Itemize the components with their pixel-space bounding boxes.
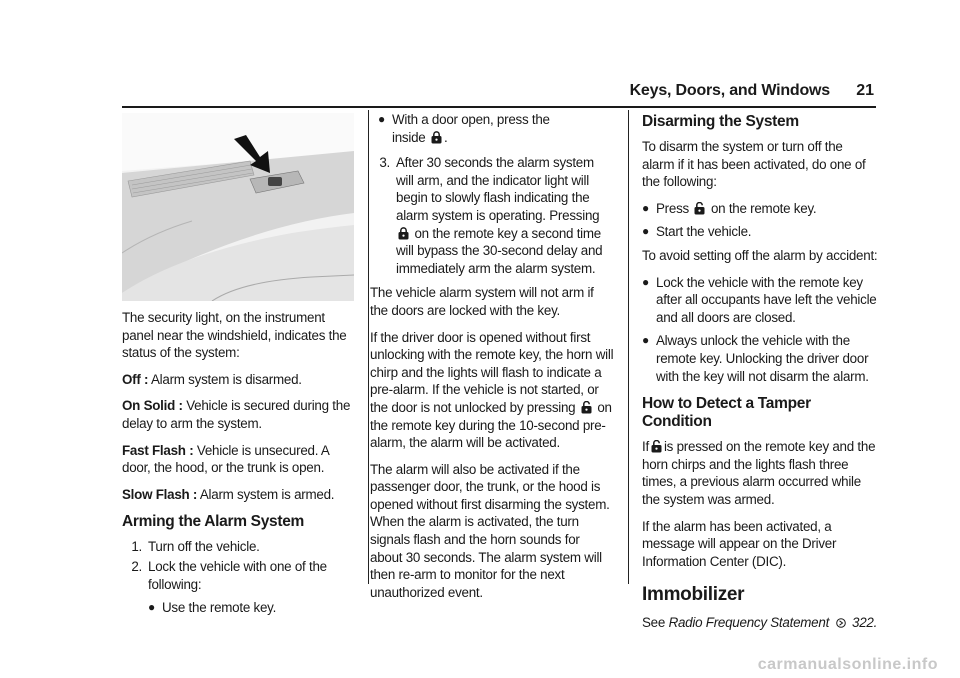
paragraph xyxy=(370,329,614,452)
state-term: Fast Flash : xyxy=(122,442,194,458)
bullet-punct: . xyxy=(443,129,448,145)
paragraph-text: If the driver door is opened without first unlocking with the remote key, the horn will chirp and the lights will flash to indicate a pre-alarm. If the vehicle is not started, or the door is not unlocked by pressing xyxy=(370,329,614,415)
disarm-bullet xyxy=(642,223,878,241)
security-light-illustration xyxy=(122,113,354,301)
paragraph: The alarm will also be activated if the passenger door, the trunk, or the hood is opened without first disarming the system. When the alarm is activated, the turn signals flash and the horn sounds for about 30 seconds. The alarm system will then re-arm to monitor for the next unauthorized event. xyxy=(370,461,610,600)
bullet-text: on the remote key. xyxy=(710,200,817,216)
bullet-text: Press xyxy=(656,200,689,216)
state-desc: Alarm system is armed. xyxy=(197,486,335,502)
column-2 xyxy=(370,111,614,610)
tamper-paragraph-2: If the alarm has been activated, a message will appear on the Driver Information Center (DIC). xyxy=(642,518,837,569)
unlock-icon xyxy=(694,202,705,215)
step-text: After 30 seconds the alarm system will arm, and the indicator light will begin to slowly flash indicating the alarm system is operating. Pressing xyxy=(396,155,600,223)
step-2 xyxy=(122,558,354,593)
column-divider xyxy=(368,110,369,584)
avoid-bullet xyxy=(642,274,878,327)
bullet-dot: ● xyxy=(642,333,649,348)
watermark: carmanualsonline.info xyxy=(757,656,938,673)
lock-icon xyxy=(431,131,442,144)
page-header xyxy=(122,80,876,108)
arming-heading: Arming the Alarm System xyxy=(122,513,305,531)
page-number: 21 xyxy=(856,82,874,99)
disarm-bullet xyxy=(642,200,878,218)
reference-page[interactable]: 322. xyxy=(852,615,878,631)
immobilizer-heading: Immobilizer xyxy=(642,584,745,606)
step-text: Turn off the vehicle. xyxy=(148,539,260,555)
avoid-bullet xyxy=(642,332,878,385)
bullet-dot: ● xyxy=(642,200,649,215)
state-term: Slow Flash : xyxy=(122,486,198,502)
tamper-heading: How to Detect a Tamper Condition xyxy=(642,395,811,431)
lock-icon xyxy=(398,227,409,240)
reference-link[interactable]: Radio Frequency Statement xyxy=(668,615,830,631)
step-number: 3. xyxy=(379,155,390,171)
state-slow-flash xyxy=(122,486,354,504)
door-open-bullet xyxy=(370,111,614,146)
column-3 xyxy=(642,113,878,641)
state-off xyxy=(122,371,354,389)
immobilizer-reference xyxy=(642,614,878,632)
avoid-intro: To avoid setting off the alarm by accident: xyxy=(642,247,878,263)
state-desc: Alarm system is disarmed. xyxy=(148,371,302,387)
bullet-text: Always unlock the vehicle with the remote key. Unlocking the driver door with the key will not disarm the alarm. xyxy=(656,333,869,384)
paragraph-text: is pressed on the remote key and the horn chirps and the lights flash three times, a previous alarm occurred while the system was armed. xyxy=(642,439,876,507)
section-title: Keys, Doors, and Windows xyxy=(629,82,830,99)
column-divider xyxy=(628,110,629,584)
step-text: Lock the vehicle with one of the following: xyxy=(148,558,327,592)
column-1 xyxy=(122,113,354,625)
bullet-text: With a door open, press the xyxy=(392,112,550,127)
step-1 xyxy=(122,538,354,556)
unlock-icon xyxy=(651,440,662,453)
see-label: See xyxy=(642,615,666,631)
state-on-solid xyxy=(122,397,354,432)
step-number: 1. xyxy=(131,539,142,555)
disarm-heading: Disarming the System xyxy=(642,113,799,130)
step-text: on the remote key a second time will bypass the 30-second delay and immediately arm the alarm system. xyxy=(396,225,603,276)
step-number: 2. xyxy=(131,558,142,574)
bullet-text: inside xyxy=(392,129,426,145)
bullet-dot: ● xyxy=(642,274,649,289)
state-fast-flash xyxy=(122,442,354,477)
state-desc: Vehicle is unsecured. A door, the hood, or the trunk is open. xyxy=(122,442,329,476)
disarm-intro: To disarm the system or turn off the alarm if it has been activated, do one of the following: xyxy=(642,139,866,190)
security-light-intro: The security light, on the instrument panel near the windshield, indicates the status of the system: xyxy=(122,310,347,361)
paragraph-text: If xyxy=(642,439,649,455)
state-term: On Solid : xyxy=(122,398,183,414)
paragraph-text: on the remote key during the 10-second pre-alarm, the alarm will be activated. xyxy=(370,399,612,451)
bullet-text: Start the vehicle. xyxy=(656,224,752,240)
state-desc: Vehicle is secured during the delay to arm the system. xyxy=(122,398,351,431)
bullet-dot: ● xyxy=(148,600,155,615)
bullet-text: Use the remote key. xyxy=(162,600,277,616)
bullet-text: Lock the vehicle with the remote key after all occupants have left the vehicle and all doors are closed. xyxy=(656,274,877,325)
paragraph: The vehicle alarm system will not arm if the doors are locked with the key. xyxy=(370,285,594,318)
page-reference-arrow-icon xyxy=(836,618,846,628)
step-2-bullet xyxy=(122,599,354,617)
unlock-icon xyxy=(581,401,592,414)
bullet-dot: ● xyxy=(378,112,385,126)
step-3 xyxy=(370,154,614,277)
tamper-paragraph xyxy=(642,438,878,508)
bullet-dot: ● xyxy=(642,224,649,239)
state-term: Off : xyxy=(122,371,149,387)
